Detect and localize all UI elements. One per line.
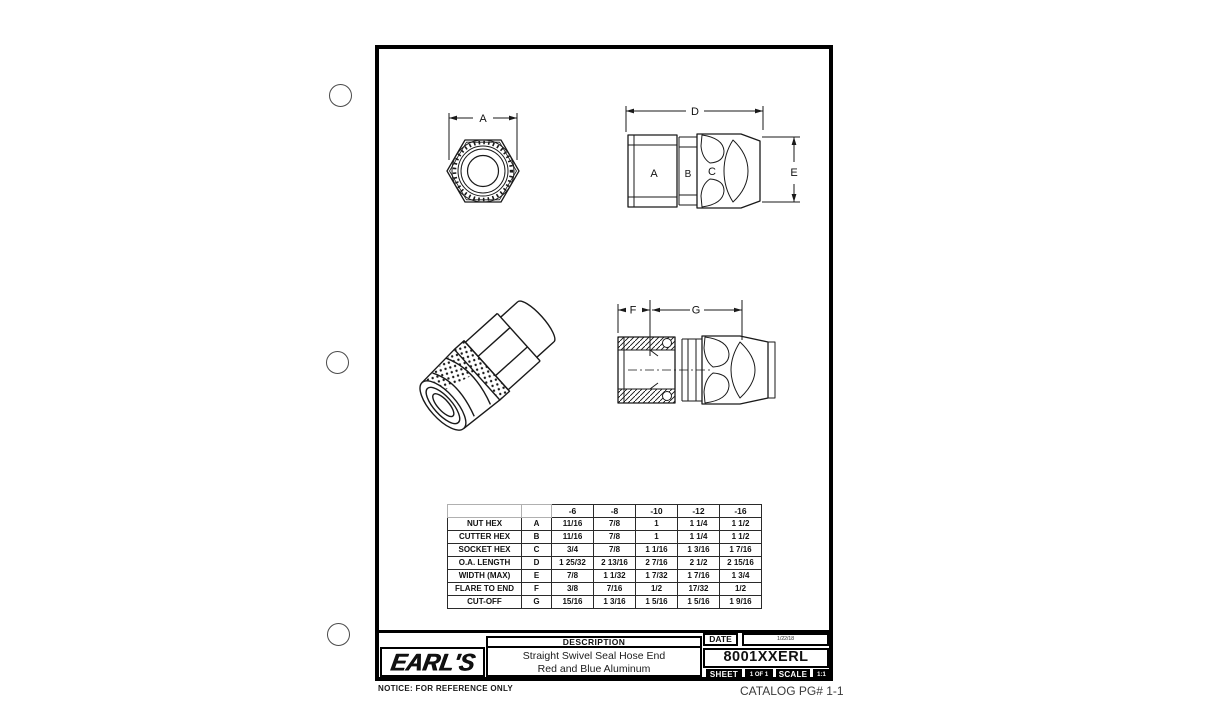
row-label: SOCKET HEX <box>448 544 522 557</box>
scale-label: SCALE <box>776 669 810 681</box>
punch-hole-middle <box>326 351 349 374</box>
dim-value: 2 7/16 <box>636 557 678 570</box>
dim-value: 1 1/4 <box>678 531 720 544</box>
row-label: CUT-OFF <box>448 596 522 609</box>
row-label: FLARE TO END <box>448 583 522 596</box>
dim-value: 1 3/4 <box>720 570 762 583</box>
row-letter: F <box>522 583 552 596</box>
dim-value: 1 5/16 <box>636 596 678 609</box>
punch-hole-bottom <box>327 623 350 646</box>
table-row <box>448 518 762 531</box>
row-letter: A <box>522 518 552 531</box>
sheet-value: 1 OF 1 <box>745 669 773 681</box>
table-corner-cell <box>522 505 552 518</box>
dim-g-label: G <box>691 304 701 317</box>
date-value: 1/22/18 <box>742 633 829 646</box>
dim-value: 1 9/16 <box>720 596 762 609</box>
dim-value: 7/8 <box>594 518 636 531</box>
dim-value: 7/8 <box>552 570 594 583</box>
table-row <box>448 557 762 570</box>
dim-value: 1 5/16 <box>678 596 720 609</box>
dim-d-label: D <box>691 106 699 118</box>
dim-value: 1/2 <box>636 583 678 596</box>
row-letter: B <box>522 531 552 544</box>
table-row <box>448 570 762 583</box>
dim-value: 2 15/16 <box>720 557 762 570</box>
dim-value: 1 3/16 <box>594 596 636 609</box>
table-corner-cell <box>448 505 522 518</box>
dimension-table <box>447 504 762 609</box>
dim-value: 1 1/4 <box>678 518 720 531</box>
dim-value: 1 7/32 <box>636 570 678 583</box>
dim-value: 1 1/16 <box>636 544 678 557</box>
dim-value: 3/4 <box>552 544 594 557</box>
row-letter: E <box>522 570 552 583</box>
table-row <box>448 596 762 609</box>
isometric-view-drawing <box>403 276 571 444</box>
sheet-label: SHEET <box>706 669 742 681</box>
company-logo <box>380 647 485 677</box>
row-label: WIDTH (MAX) <box>448 570 522 583</box>
dim-a-label: A <box>479 113 487 125</box>
dim-value: 1 25/32 <box>552 557 594 570</box>
dim-value: 7/16 <box>594 583 636 596</box>
dim-value: 2 13/16 <box>594 557 636 570</box>
dim-value: 1 <box>636 531 678 544</box>
section-b-label: B <box>684 169 692 180</box>
row-label: O.A. LENGTH <box>448 557 522 570</box>
dim-value: 1 1/32 <box>594 570 636 583</box>
description-line2: Red and Blue Aluminum <box>537 662 651 675</box>
size-header: -10 <box>636 505 678 518</box>
section-c-label: C <box>708 166 716 178</box>
row-letter: D <box>522 557 552 570</box>
dim-value: 1 1/2 <box>720 518 762 531</box>
dim-value: 1/2 <box>720 583 762 596</box>
table-header-row <box>448 505 762 518</box>
front-view-drawing <box>413 100 558 225</box>
scale-value: 1:1 <box>813 669 830 681</box>
side-view-drawing <box>608 98 813 223</box>
dim-value: 1 7/16 <box>678 570 720 583</box>
table-row <box>448 544 762 557</box>
dim-value: 1 1/2 <box>720 531 762 544</box>
dim-value: 7/8 <box>594 544 636 557</box>
size-header: -16 <box>720 505 762 518</box>
section-a-label: A <box>650 168 658 180</box>
description-line1: Straight Swivel Seal Hose End <box>522 650 666 662</box>
reference-notice: NOTICE: FOR REFERENCE ONLY <box>378 684 514 693</box>
dim-value: 17/32 <box>678 583 720 596</box>
row-label: CUTTER HEX <box>448 531 522 544</box>
dim-f-label: F <box>629 304 637 317</box>
row-letter: C <box>522 544 552 557</box>
size-header: -6 <box>552 505 594 518</box>
dim-value: 11/16 <box>552 518 594 531</box>
row-label: NUT HEX <box>448 518 522 531</box>
description-header: DESCRIPTION <box>486 636 702 648</box>
dim-value: 15/16 <box>552 596 594 609</box>
section-view-drawing <box>600 286 815 421</box>
date-header: DATE <box>703 633 738 646</box>
part-number: 8001XXERL <box>703 648 829 668</box>
punch-hole-top <box>329 84 352 107</box>
table-row <box>448 531 762 544</box>
row-letter: G <box>522 596 552 609</box>
dim-value: 1 3/16 <box>678 544 720 557</box>
dim-value: 11/16 <box>552 531 594 544</box>
dim-value: 1 <box>636 518 678 531</box>
dim-value: 1 7/16 <box>720 544 762 557</box>
size-header: -12 <box>678 505 720 518</box>
table-row <box>448 583 762 596</box>
dim-value: 3/8 <box>552 583 594 596</box>
dim-e-label: E <box>790 167 798 179</box>
company-logo-text: EARL'S <box>388 647 477 676</box>
size-header: -8 <box>594 505 636 518</box>
dim-value: 7/8 <box>594 531 636 544</box>
description-text <box>486 646 702 677</box>
catalog-page-ref: CATALOG PG# 1-1 <box>740 684 844 698</box>
dim-value: 2 1/2 <box>678 557 720 570</box>
